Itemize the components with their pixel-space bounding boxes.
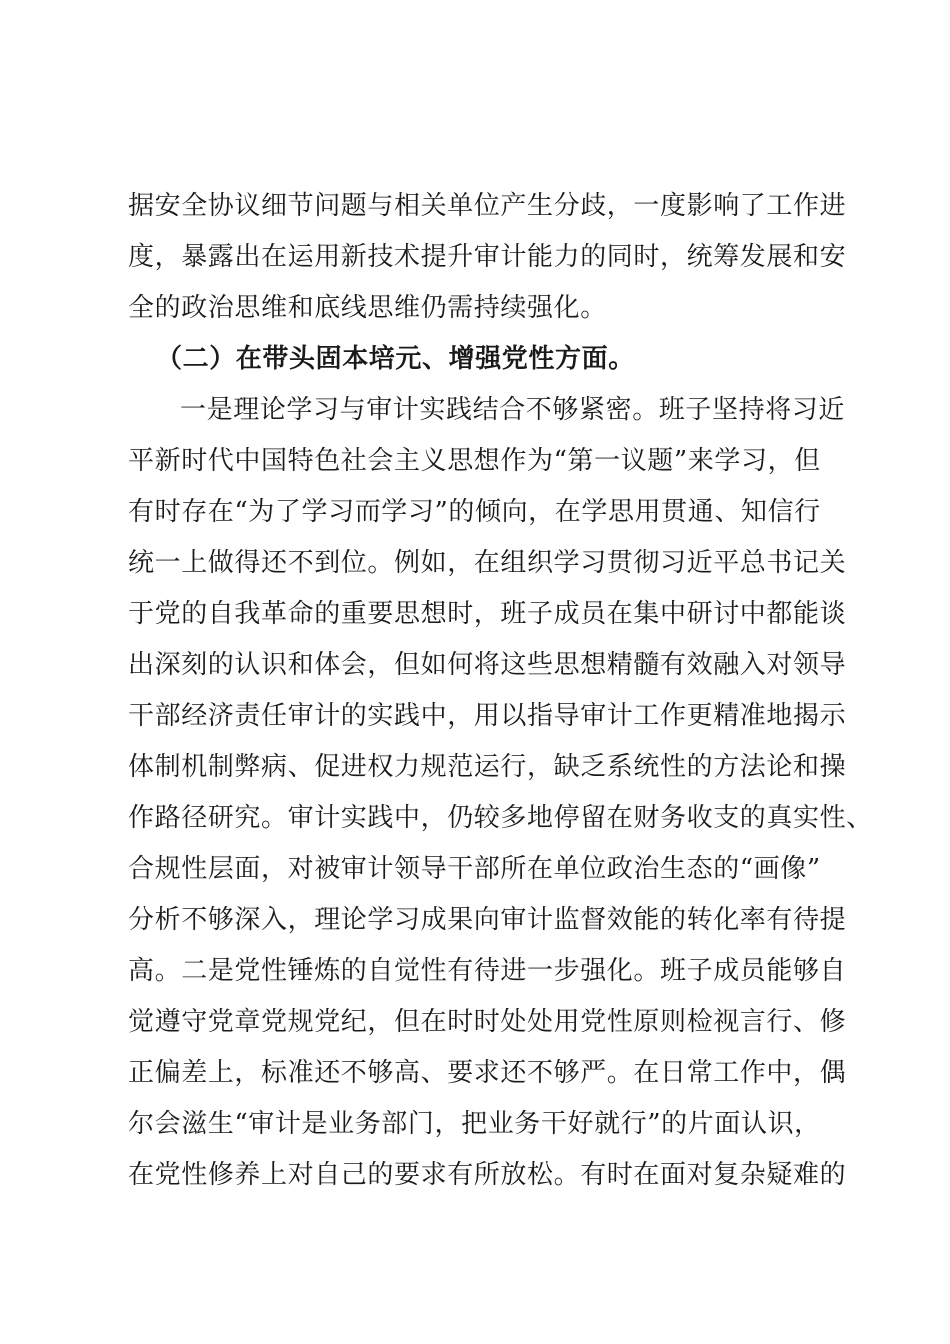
text-line: 尔会滋生“审计是业务部门，把业务干好就行”的片面认识， [128,1109,821,1139]
text-line: 作路径研究。审计实践中，仍较多地停留在财务收支的真实性、 [128,803,873,833]
text-line: 正偏差上，标准还不够高、要求还不够严。在日常工作中，偶 [128,1058,847,1088]
text-line: 平新时代中国特色社会主义思想作为“第一议题”来学习，但 [128,446,821,476]
text-line: 干部经济责任审计的实践中，用以指导审计工作更精准地揭示 [128,701,847,731]
text-line: 高。二是党性锤炼的自觉性有待进一步强化。班子成员能够自 [128,956,847,986]
text-line: 体制机制弊病、促进权力规范运行，缺乏系统性的方法论和操 [128,752,847,782]
text-line: 统一上做得还不到位。例如，在组织学习贯彻习近平总书记关 [128,548,847,578]
text-line: 觉遵守党章党规党纪，但在时时处处用党性原则检视言行、修 [128,1007,847,1037]
text-line: 度，暴露出在运用新技术提升审计能力的同时，统筹发展和安 [128,242,847,272]
paragraph-first-line: 一是理论学习与审计实践结合不够紧密。班子坚持将习近 [180,395,846,425]
text-line: 分析不够深入，理论学习成果向审计监督效能的转化率有待提 [128,905,847,935]
text-line: 在党性修养上对自己的要求有所放松。有时在面对复杂疑难的 [128,1160,847,1190]
section-heading: （二）在带头固本培元、增强党性方面。 [156,344,635,374]
text-line: 合规性层面，对被审计领导干部所在单位政治生态的“画像” [128,854,821,884]
text-line: 全的政治思维和底线思维仍需持续强化。 [128,293,607,323]
text-line: 出深刻的认识和体会，但如何将这些思想精髓有效融入对领导 [128,650,847,680]
text-line: 有时存在“为了学习而学习”的倾向，在学思用贯通、知信行 [128,497,821,527]
text-line: 据安全协议细节问题与相关单位产生分歧，一度影响了工作进 [128,191,847,221]
text-line: 于党的自我革命的重要思想时，班子成员在集中研讨中都能谈 [128,599,847,629]
